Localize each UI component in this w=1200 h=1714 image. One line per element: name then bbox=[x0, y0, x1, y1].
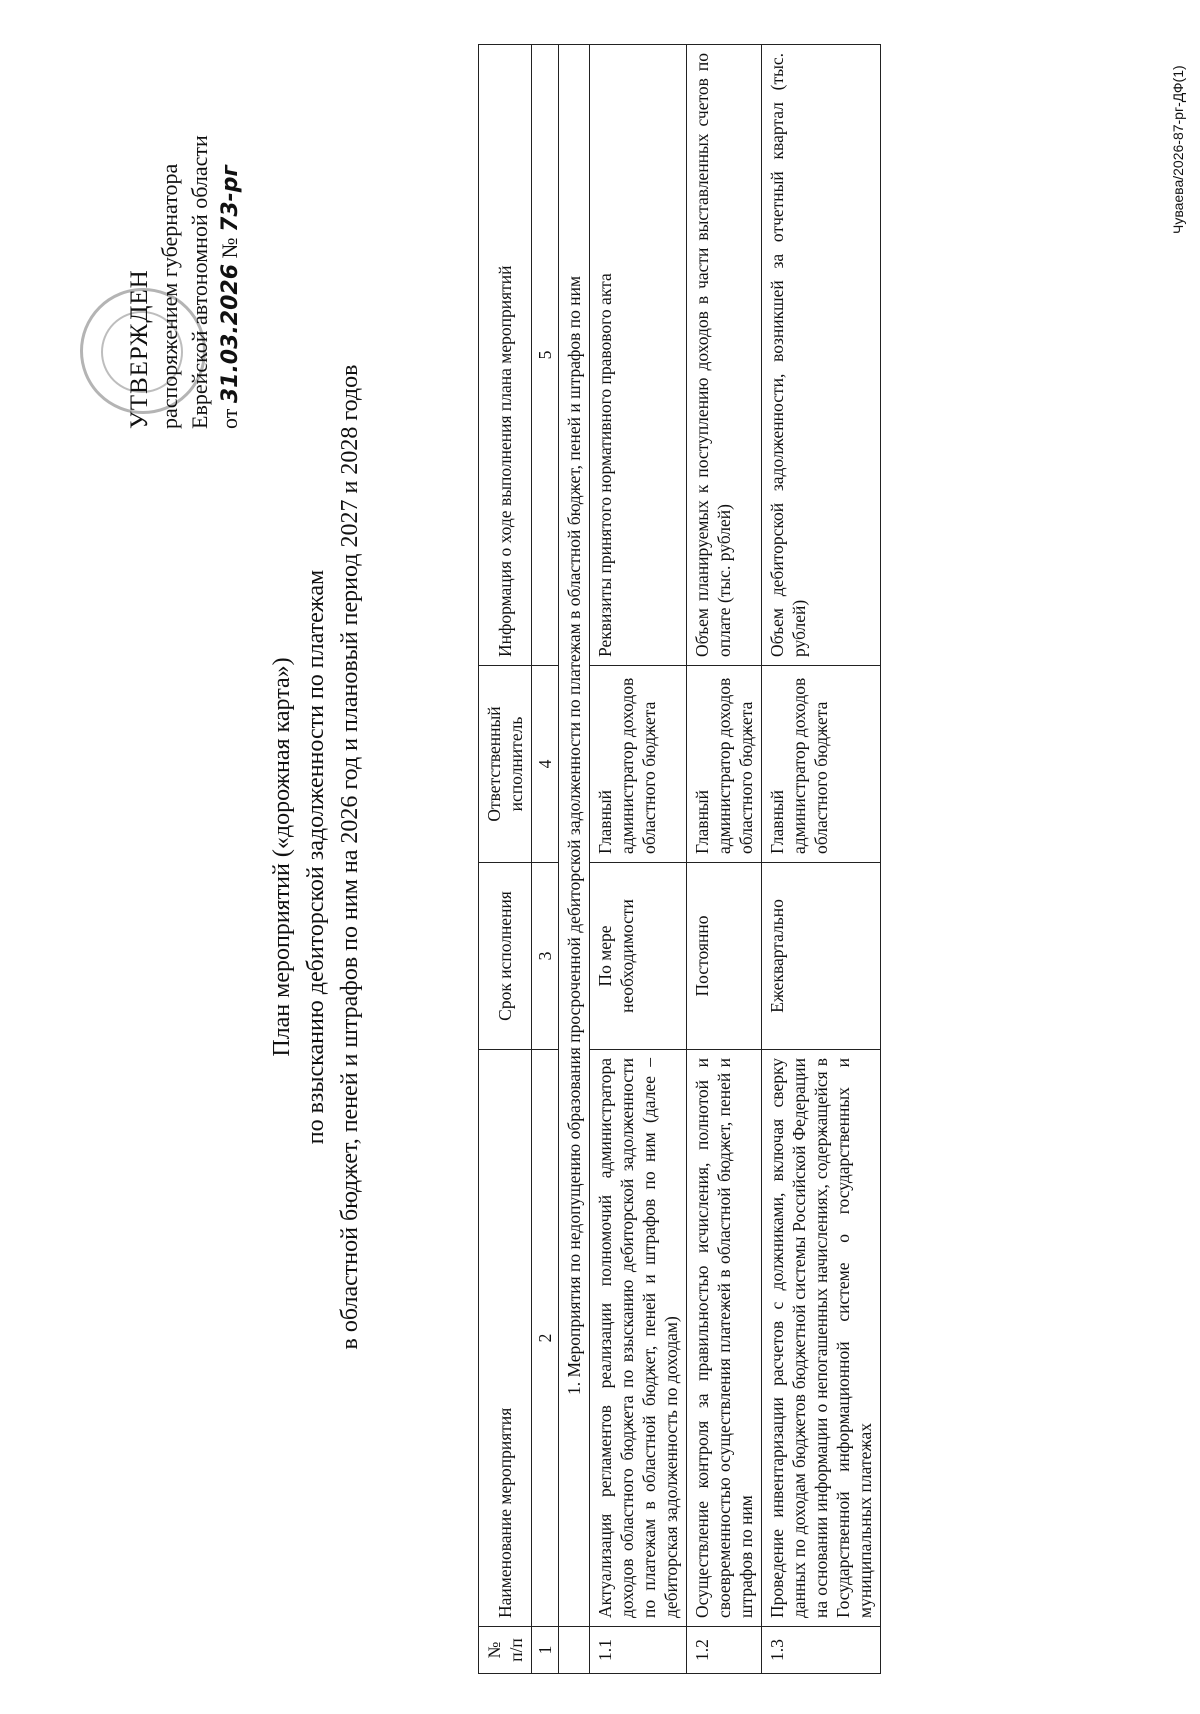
row-term: Постоянно bbox=[687, 863, 762, 1050]
section-row bbox=[559, 45, 590, 1674]
row-term: По мере необходимости bbox=[590, 863, 687, 1050]
header-num: № п/п bbox=[479, 1627, 532, 1674]
row-name: Проведение инвентаризации расчетов с должниками, включая сверку данных по доходам бюджетов бюджетной системы Российской Федерации на основании информации о непогашенных начислениях, содержащейся в Государственной информационной системе о государственных и муниципальных платежах bbox=[762, 1050, 881, 1627]
table-row bbox=[590, 45, 687, 1674]
col-number: 1 bbox=[532, 1627, 559, 1674]
approval-decree: распоряжением губернатора bbox=[157, 163, 182, 429]
table-row bbox=[687, 45, 762, 1674]
header-executor: Ответственный исполнитель bbox=[479, 666, 532, 863]
row-executor: Главный администратор доходов областного бюджета bbox=[687, 666, 762, 863]
header-info: Информация о ходе выполнения плана мероприятий bbox=[479, 45, 532, 666]
col-number: 4 bbox=[532, 666, 559, 863]
approval-block bbox=[125, 9, 246, 429]
document-footer: Чуваева/2026-87-рг-ДФ(1) bbox=[1170, 65, 1186, 234]
approval-region: Еврейской автономной области bbox=[187, 135, 212, 429]
row-info: Объем планируемых к поступлению доходов в части выставленных счетов по оплате (тыс. рублей) bbox=[687, 45, 762, 666]
column-number-row bbox=[532, 45, 559, 1674]
row-name: Осуществление контроля за правильностью исчисления, полнотой и своевременностью осуществления платежей в областной бюджет, пеней и штрафов по ним bbox=[687, 1050, 762, 1627]
title-line-1: План мероприятий («дорожная карта») bbox=[269, 657, 295, 1057]
plan-table bbox=[478, 44, 881, 1674]
col-number: 2 bbox=[532, 1050, 559, 1627]
section-title: 1. Мероприятия по недопущению образования просроченной дебиторской задолженности по платежам в областной бюджет, пеней и штрафов по ним bbox=[559, 45, 590, 1627]
title-line-2: по взысканию дебиторской задолженности по платежам bbox=[303, 569, 329, 1145]
row-info: Объем дебиторской задолженности, возникшей за отчетный квартал (тыс. рублей) bbox=[762, 45, 881, 666]
document-title bbox=[265, 0, 367, 1714]
approval-date: 31.03.2026 bbox=[218, 263, 243, 404]
date-prefix: от bbox=[217, 408, 242, 429]
table-header-row bbox=[479, 45, 532, 1674]
approval-heading: УТВЕРЖДЕН bbox=[126, 269, 153, 429]
row-name: Актуализация регламентов реализации полномочий администратора доходов областного бюджета по взысканию дебиторской задолженности по платежам в областной бюджет, пеней и штрафов по ним (далее – дебиторская задолженность по доходам) bbox=[590, 1050, 687, 1627]
row-executor: Главный администратор доходов областного бюджета bbox=[762, 666, 881, 863]
row-executor: Главный администратор доходов областного бюджета bbox=[590, 666, 687, 863]
header-name: Наименование мероприятия bbox=[479, 1050, 532, 1627]
row-term: Ежеквартально bbox=[762, 863, 881, 1050]
approval-date-line bbox=[215, 9, 246, 429]
title-line-3: в областной бюджет, пеней и штрафов по ним на 2026 год и плановый период 2027 и 2028 годов bbox=[337, 364, 363, 1350]
row-info: Реквизиты принятого нормативного правового акта bbox=[590, 45, 687, 666]
number-prefix: № bbox=[217, 237, 242, 259]
col-number: 3 bbox=[532, 863, 559, 1050]
row-num: 1.3 bbox=[762, 1627, 881, 1674]
table-row bbox=[762, 45, 881, 1674]
header-term: Срок исполнения bbox=[479, 863, 532, 1050]
approval-number: 73-рг bbox=[218, 164, 243, 232]
section-empty-cell bbox=[559, 1627, 590, 1674]
row-num: 1.1 bbox=[590, 1627, 687, 1674]
row-num: 1.2 bbox=[687, 1627, 762, 1674]
col-number: 5 bbox=[532, 45, 559, 666]
